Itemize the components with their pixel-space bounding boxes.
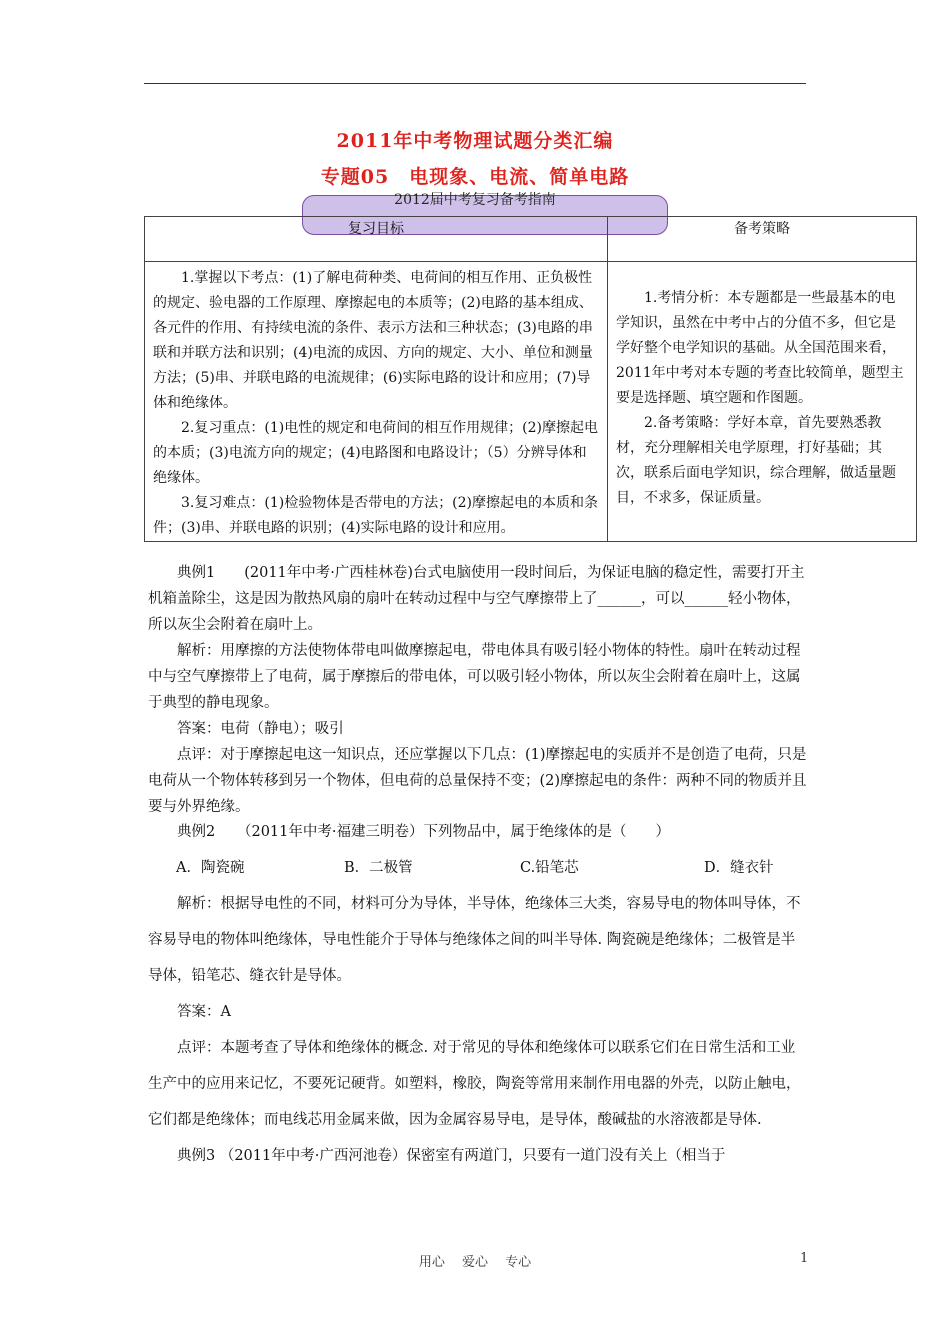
example-question: 典例2 （2011年中考·福建三明卷）下列物品中，属于绝缘体的是（ ） xyxy=(177,824,670,840)
example-analysis: 解析：根据导电性的不同，材料可分为导体，半导体，绝缘体三大类，容易导电的物体叫导体，不容易导电的物体叫绝缘体，导电性能介于导体与绝缘体之间的叫半导体. 陶瓷碗是绝缘体；二极管是半导体，铅笔芯、缝衣针是导体。 xyxy=(148,896,801,984)
example-comment: 点评：对于摩擦起电这一知识点，还应掌握以下几点：(1)摩擦起电的实质并不是创造了电荷，只是电荷从一个物体转移到另一个物体，但电荷的总量保持不变；(2)摩擦起电的条件：两种不同的物质并且要与外界绝缘。 xyxy=(148,747,807,815)
col1-header: 复习目标 xyxy=(145,217,608,262)
option-a: A．陶瓷碗 xyxy=(176,860,245,876)
example-answer: 答案：电荷（静电）；吸引 xyxy=(177,721,344,737)
example-analysis: 解析：用摩擦的方法使物体带电叫做摩擦起电，带电体具有吸引轻小物体的特性。扇叶在转动过程中与空气摩擦带上了电荷，属于摩擦后的带电体，可以吸引轻小物体，所以灰尘会附着在扇叶上，这属于典型的静电现象。 xyxy=(148,643,801,711)
strategy-cell xyxy=(608,262,917,542)
strategy-paragraph: 2.备考策略：学好本章，首先要熟悉教材，充分理解相关电学原理，打好基础；其次，联系后面电学知识，综合理解，做适量题目，不求多，保证质量。 xyxy=(616,415,896,506)
document-title: 2011年中考物理试题分类汇编 xyxy=(336,130,614,152)
footer-motto: 用心 爱心 专心 xyxy=(418,1255,532,1270)
review-goals-cell xyxy=(145,262,608,542)
example-comment: 点评：本题考查了导体和绝缘体的概念. 对于常见的导体和绝缘体可以联系它们在日常生活和工业生产中的应用来记忆，不要死记硬背。如塑料，橡胶，陶瓷等常用来制作用电器的外壳，以防止触电，它们都是绝缘体；而电线芯用金属来做，因为金属容易导电，是导体，酸碱盐的水溶液都是导体. xyxy=(148,1040,801,1128)
guide-caption: 2012届中考复习备考指南 xyxy=(394,192,556,208)
answer-options xyxy=(148,850,808,886)
example-answer: 答案：A xyxy=(177,1004,231,1020)
option-c: C.铅笔芯 xyxy=(520,860,579,876)
example-question: 典例1 (2011年中考·广西桂林卷)台式电脑使用一段时间后，为保证电脑的稳定性，需要打开主机箱盖除尘，这是因为散热风扇的扇叶在转动过程中与空气摩擦带上了______，可以______轻小物体，所以灰尘会附着在扇叶上。 xyxy=(148,565,805,633)
review-guide-table xyxy=(144,216,917,542)
example-1 xyxy=(148,560,808,820)
page-number: 1 xyxy=(800,1251,809,1266)
goal-paragraph: 1.掌握以下考点：(1)了解电荷种类、电荷间的相互作用、正负极性的规定、验电器的工作原理、摩擦起电的本质等；(2)电路的基本组成、各元件的作用、有持续电流的条件、表示方法和三种状态；(3)电路的串联和并联方法和识别；(4)电流的成因、方向的规定、大小、单位和测量方法；(5)串、并联电路的电流规律；(6)实际电路的设计和应用；(7)导体和绝缘体。 xyxy=(153,270,593,411)
option-b: B．二极管 xyxy=(344,860,413,876)
header-rule xyxy=(144,83,806,84)
col2-header: 备考策略 xyxy=(608,217,917,262)
example-question: 典例3 （2011年中考·广西河池卷）保密室有两道门，只要有一道门没有关上（相当于 xyxy=(177,1148,726,1164)
goal-paragraph: 3.复习难点：(1)检验物体是否带电的方法；(2)摩擦起电的本质和条件；(3)串、并联电路的识别；(4)实际电路的设计和应用。 xyxy=(153,495,599,536)
option-d: D．缝衣针 xyxy=(704,860,774,876)
document-subtitle: 专题05 电现象、电流、简单电路 xyxy=(320,166,630,188)
example-2 xyxy=(148,814,808,1174)
strategy-paragraph: 1.考情分析：本专题都是一些最基本的电学知识，虽然在中考中占的分值不多，但它是学好整个电学知识的基础。从全国范围来看，2011年中考对本专题的考查比较简单，题型主要是选择题、填空题和作图题。 xyxy=(616,290,904,406)
goal-paragraph: 2.复习重点：(1)电性的规定和电荷间的相互作用规律；(2)摩擦起电的本质；(3)电流方向的规定；(4)电路图和电路设计；（5）分辨导体和绝缘体。 xyxy=(153,420,599,486)
